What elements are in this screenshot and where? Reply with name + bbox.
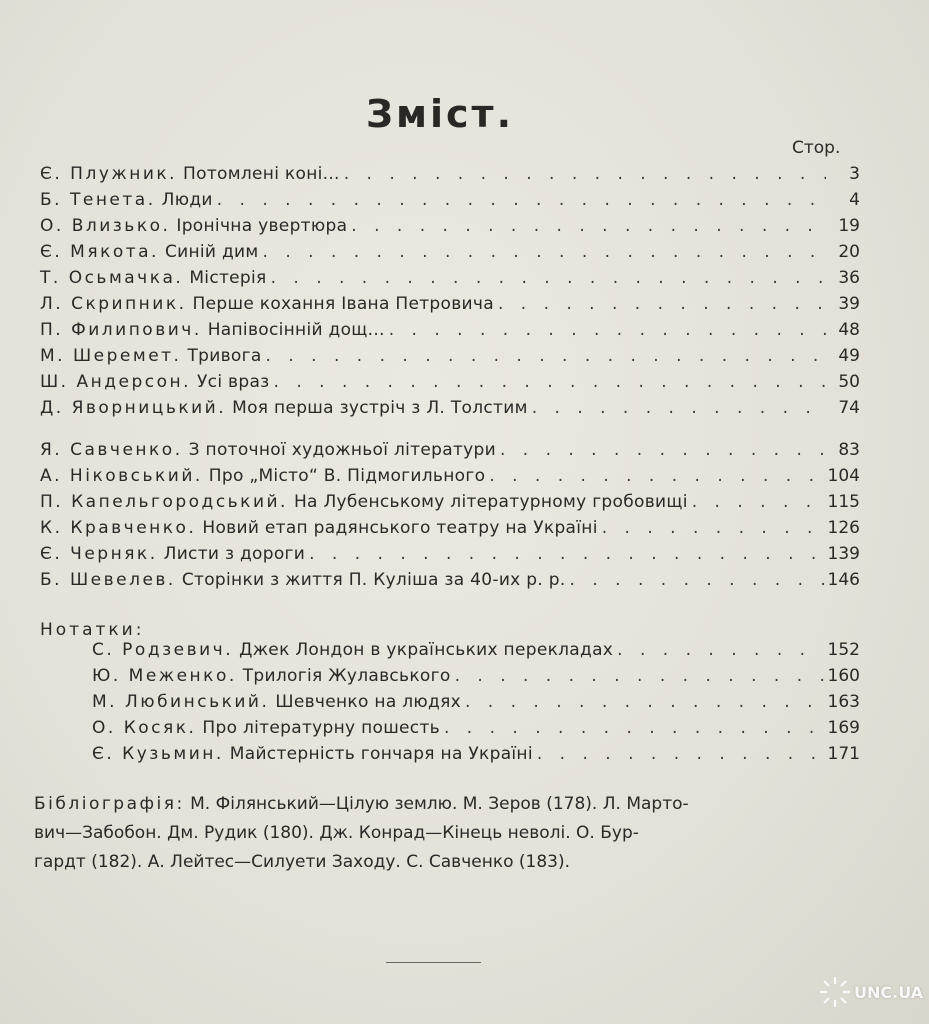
- leader-dots: [444, 718, 824, 738]
- leader-dots: [489, 466, 823, 486]
- leader-dots: [351, 216, 826, 236]
- toc-entry: [40, 294, 860, 320]
- entry-page: 146: [827, 570, 860, 590]
- entry-page: 74: [838, 398, 860, 418]
- entry-page: 48: [838, 320, 860, 340]
- note-title: Майстерність гончаря на Україні: [229, 744, 533, 764]
- entry-title: Про „Місто“ В. Підмогильного: [208, 466, 486, 486]
- entry-author: Є. Плужник.: [40, 164, 178, 184]
- entry-title: З поточної художньої літератури: [188, 440, 496, 460]
- entry-author: Я. Савченко.: [40, 440, 183, 460]
- leader-dots: [532, 398, 826, 418]
- notes-heading: Нотатки:: [40, 620, 145, 640]
- entry-title: Синій дим: [164, 242, 259, 262]
- leader-dots: [263, 242, 826, 262]
- bibliography-line-2: вич—Забобон. Дм. Рудик (180). Дж. Конрад—Кінець неволі. О. Бур-: [34, 823, 639, 843]
- note-entry: [92, 692, 860, 718]
- note-page: 163: [827, 692, 860, 712]
- entry-page: 50: [838, 372, 860, 392]
- bibliography-line-1: М. Філянський—Цілую землю. М. Зеров (178). Л. Марто-: [190, 794, 689, 814]
- note-page: 160: [827, 666, 860, 686]
- note-author: О. Косяк.: [92, 718, 197, 738]
- entry-title: Напівосінній дощ...: [207, 320, 385, 340]
- entry-page: 19: [838, 216, 860, 236]
- entry-title: Моя перша зустріч з Л. Толстим: [232, 398, 528, 418]
- entry-author: Л. Скрипник.: [40, 294, 187, 314]
- entry-title: Люди: [161, 190, 213, 210]
- toc-entry: [40, 216, 860, 242]
- leader-dots: [217, 190, 826, 210]
- toc-entry: [40, 398, 860, 424]
- leader-dots: [309, 544, 823, 564]
- entry-page: 126: [827, 518, 860, 538]
- entry-page: 20: [838, 242, 860, 262]
- entry-author: О. Влизько.: [40, 216, 171, 236]
- note-title: Шевченко на людях: [275, 692, 461, 712]
- watermark: [818, 968, 926, 1016]
- entry-title: На Лубенському літературному гробовищі: [293, 492, 688, 512]
- leader-dots: [692, 492, 824, 512]
- toc-entry: [40, 320, 860, 346]
- toc-entry: [40, 466, 860, 492]
- entry-title: Містерія: [189, 268, 267, 288]
- note-title: Джек Лондон в українських перекладах: [239, 640, 614, 660]
- leader-dots: [617, 640, 823, 660]
- entry-page: 49: [838, 346, 860, 366]
- toc-entry: [40, 372, 860, 398]
- toc-entry: [40, 242, 860, 268]
- note-entry: [92, 718, 860, 744]
- entry-author: П. Филипович.: [40, 320, 202, 340]
- leader-dots: [274, 372, 826, 392]
- entry-author: Б. Шевелев.: [40, 570, 176, 590]
- toc-entry: [40, 518, 860, 544]
- leader-dots: [498, 294, 826, 314]
- entry-page: 4: [849, 190, 860, 210]
- note-author: М. Любинський.: [92, 692, 270, 712]
- leader-dots: [266, 346, 826, 366]
- toc-entry: [40, 268, 860, 294]
- entry-author: Є. Черняк.: [40, 544, 158, 564]
- bibliography-label: Бібліографія:: [34, 794, 185, 814]
- note-page: 152: [827, 640, 860, 660]
- entry-title: Листи з дороги: [163, 544, 306, 564]
- entry-title: Потомлені коні...: [183, 164, 340, 184]
- entry-page: 139: [827, 544, 860, 564]
- entry-author: Є. Мякота.: [40, 242, 159, 262]
- note-author: Ю. Меженко.: [92, 666, 237, 686]
- page-column-header: Стор.: [792, 138, 841, 158]
- toc-entry: [40, 190, 860, 216]
- entry-page: 39: [838, 294, 860, 314]
- toc-entry: [40, 570, 860, 596]
- entry-page: 36: [838, 268, 860, 288]
- toc-entry: [40, 164, 860, 190]
- leader-dots: [344, 164, 826, 184]
- entry-title: Тривога: [187, 346, 262, 366]
- entry-author: Б. Тенета.: [40, 190, 156, 210]
- entry-page: 104: [827, 466, 860, 486]
- entry-title: Новий етап радянського театру на Україні: [202, 518, 598, 538]
- page-title: Зміст.: [365, 92, 515, 136]
- leader-dots: [271, 268, 826, 288]
- toc-entry: [40, 440, 860, 466]
- note-title: Трилогія Жулавського: [242, 666, 451, 686]
- entry-author: К. Кравченко.: [40, 518, 197, 538]
- note-author: С. Родзевич.: [92, 640, 234, 660]
- note-page: 171: [827, 744, 860, 764]
- toc-entry: [40, 346, 860, 372]
- entry-author: Т. Осьмачка.: [40, 268, 184, 288]
- note-entry: [92, 744, 860, 770]
- bibliography: [34, 790, 860, 877]
- bibliography-line-3: гардт (182). А. Лейтес—Силуети Заходу. С. Савченко (183).: [34, 852, 571, 872]
- leader-dots: [537, 744, 824, 764]
- leader-dots: [465, 692, 824, 712]
- entry-author: А. Ніковський.: [40, 466, 203, 486]
- entry-title: Усі враз: [197, 372, 270, 392]
- note-title: Про літературну пошесть: [202, 718, 440, 738]
- leader-dots: [570, 570, 824, 590]
- note-entry: [92, 666, 860, 692]
- entry-author: Д. Яворницький.: [40, 398, 227, 418]
- leader-dots: [602, 518, 824, 538]
- leader-dots: [389, 320, 826, 340]
- sunburst-icon: [818, 975, 852, 1009]
- entry-page: 3: [849, 164, 860, 184]
- divider: [386, 962, 481, 963]
- note-author: Є. Кузьмин.: [92, 744, 224, 764]
- leader-dots: [500, 440, 826, 460]
- entry-author: П. Капельгородський.: [40, 492, 288, 512]
- leader-dots: [455, 666, 824, 686]
- note-entry: [92, 640, 860, 666]
- watermark-text: UNC.UA: [854, 982, 924, 1002]
- entry-page: 83: [838, 440, 860, 460]
- entry-author: Ш. Андерсон.: [40, 372, 192, 392]
- entry-title: Перше кохання Івана Петровича: [192, 294, 494, 314]
- note-page: 169: [827, 718, 860, 738]
- entry-title: Іронічна увертюра: [176, 216, 348, 236]
- toc-entry: [40, 492, 860, 518]
- entry-title: Сторінки з життя П. Куліша за 40-их р. р.: [181, 570, 566, 590]
- entry-author: М. Шеремет.: [40, 346, 182, 366]
- toc-entry: [40, 544, 860, 570]
- entry-page: 115: [827, 492, 860, 512]
